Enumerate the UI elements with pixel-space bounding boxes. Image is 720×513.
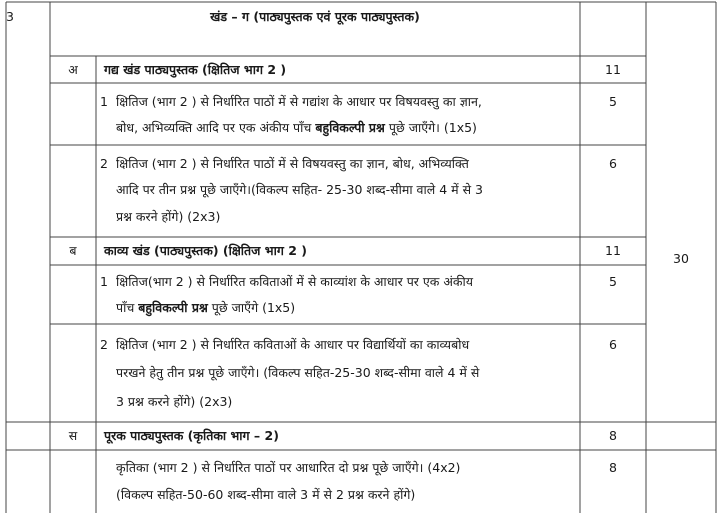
row-marks: 5 bbox=[609, 274, 617, 289]
row-marks: 8 bbox=[609, 460, 617, 475]
row-label-a: अ bbox=[68, 62, 78, 77]
bold-text: बहुविकल्पी प्रश्न bbox=[138, 300, 208, 315]
text-part: पूछे जाएँगे (1x5) bbox=[207, 300, 296, 315]
row-text-line: क्षितिज (भाग 2 ) से निर्धारित पाठों में से गद्यांश के आधार पर विषयवस्तु का ज्ञान, bbox=[116, 94, 482, 109]
row-marks: 6 bbox=[609, 337, 617, 352]
row-marks-a: 11 bbox=[605, 62, 621, 77]
section-title: खंड – ग (पाठ्यपुस्तक एवं पूरक पाठ्यपुस्तक) bbox=[210, 9, 420, 24]
row-num: 1 bbox=[100, 94, 108, 109]
row-text-line: क्षितिज(भाग 2 ) से निर्धारित कविताओं में से काव्यांश के आधार पर एक अंकीय bbox=[116, 274, 474, 289]
row-text-line: परखने हेतु तीन प्रश्न पूछे जाएँगे। (विकल्प सहित-25-30 शब्द-सीमा वाले 4 में से bbox=[116, 365, 480, 380]
bold-text: बहुविकल्पी प्रश्न bbox=[315, 120, 385, 135]
row-text-line: कृतिका (भाग 2 ) से निर्धारित पाठों पर आधारित दो प्रश्न पूछे जाएँगे। (4x2) bbox=[116, 460, 461, 475]
row-num: 2 bbox=[100, 156, 108, 171]
row-label-b: ब bbox=[69, 243, 77, 258]
row-text-line: आदि पर तीन प्रश्न पूछे जाएँगे।(विकल्प सहित- 25-30 शब्द-सीमा वाले 4 में से 3 bbox=[116, 182, 483, 197]
section-number: 3 bbox=[6, 9, 14, 24]
row-text-line bbox=[116, 295, 295, 320]
row-text-line: 3 प्रश्न करने होंगे) (2x3) bbox=[116, 394, 233, 409]
row-marks-s: 8 bbox=[609, 428, 617, 443]
total-marks: 30 bbox=[673, 251, 689, 266]
row-title-b: काव्य खंड (पाठ्यपुस्तक) (क्षितिज भाग 2 ) bbox=[104, 243, 307, 258]
row-label-s: स bbox=[68, 428, 78, 443]
row-text-line: क्षितिज (भाग 2 ) से निर्धारित कविताओं के आधार पर विद्यार्थियों का काव्यबोध bbox=[116, 337, 470, 352]
row-num: 1 bbox=[100, 274, 108, 289]
row-num: 2 bbox=[100, 337, 108, 352]
row-title-a: गद्य खंड पाठ्यपुस्तक (क्षितिज भाग 2 ) bbox=[104, 62, 287, 77]
row-marks: 5 bbox=[609, 94, 617, 109]
row-text-line: क्षितिज (भाग 2 ) से निर्धारित पाठों में से विषयवस्तु का ज्ञान, बोध, अभिव्यक्ति bbox=[116, 156, 469, 171]
row-text-line: (विकल्प सहित-50-60 शब्द-सीमा वाले 3 में से 2 प्रश्न करने होंगे) bbox=[116, 487, 416, 502]
text-part: पाँच bbox=[116, 300, 139, 315]
row-marks-b: 11 bbox=[605, 243, 621, 258]
row-marks: 6 bbox=[609, 156, 617, 171]
row-title-s: पूरक पाठ्यपुस्तक (कृतिका भाग – 2) bbox=[104, 428, 279, 443]
text-part: बोध, अभिव्यक्ति आदि पर एक अंकीय पाँच bbox=[116, 120, 316, 135]
row-text-line bbox=[116, 115, 477, 140]
row-text-line: प्रश्न करने होंगे) (2x3) bbox=[116, 209, 221, 224]
text-part: पूछे जाएँगे। (1x5) bbox=[384, 120, 477, 135]
